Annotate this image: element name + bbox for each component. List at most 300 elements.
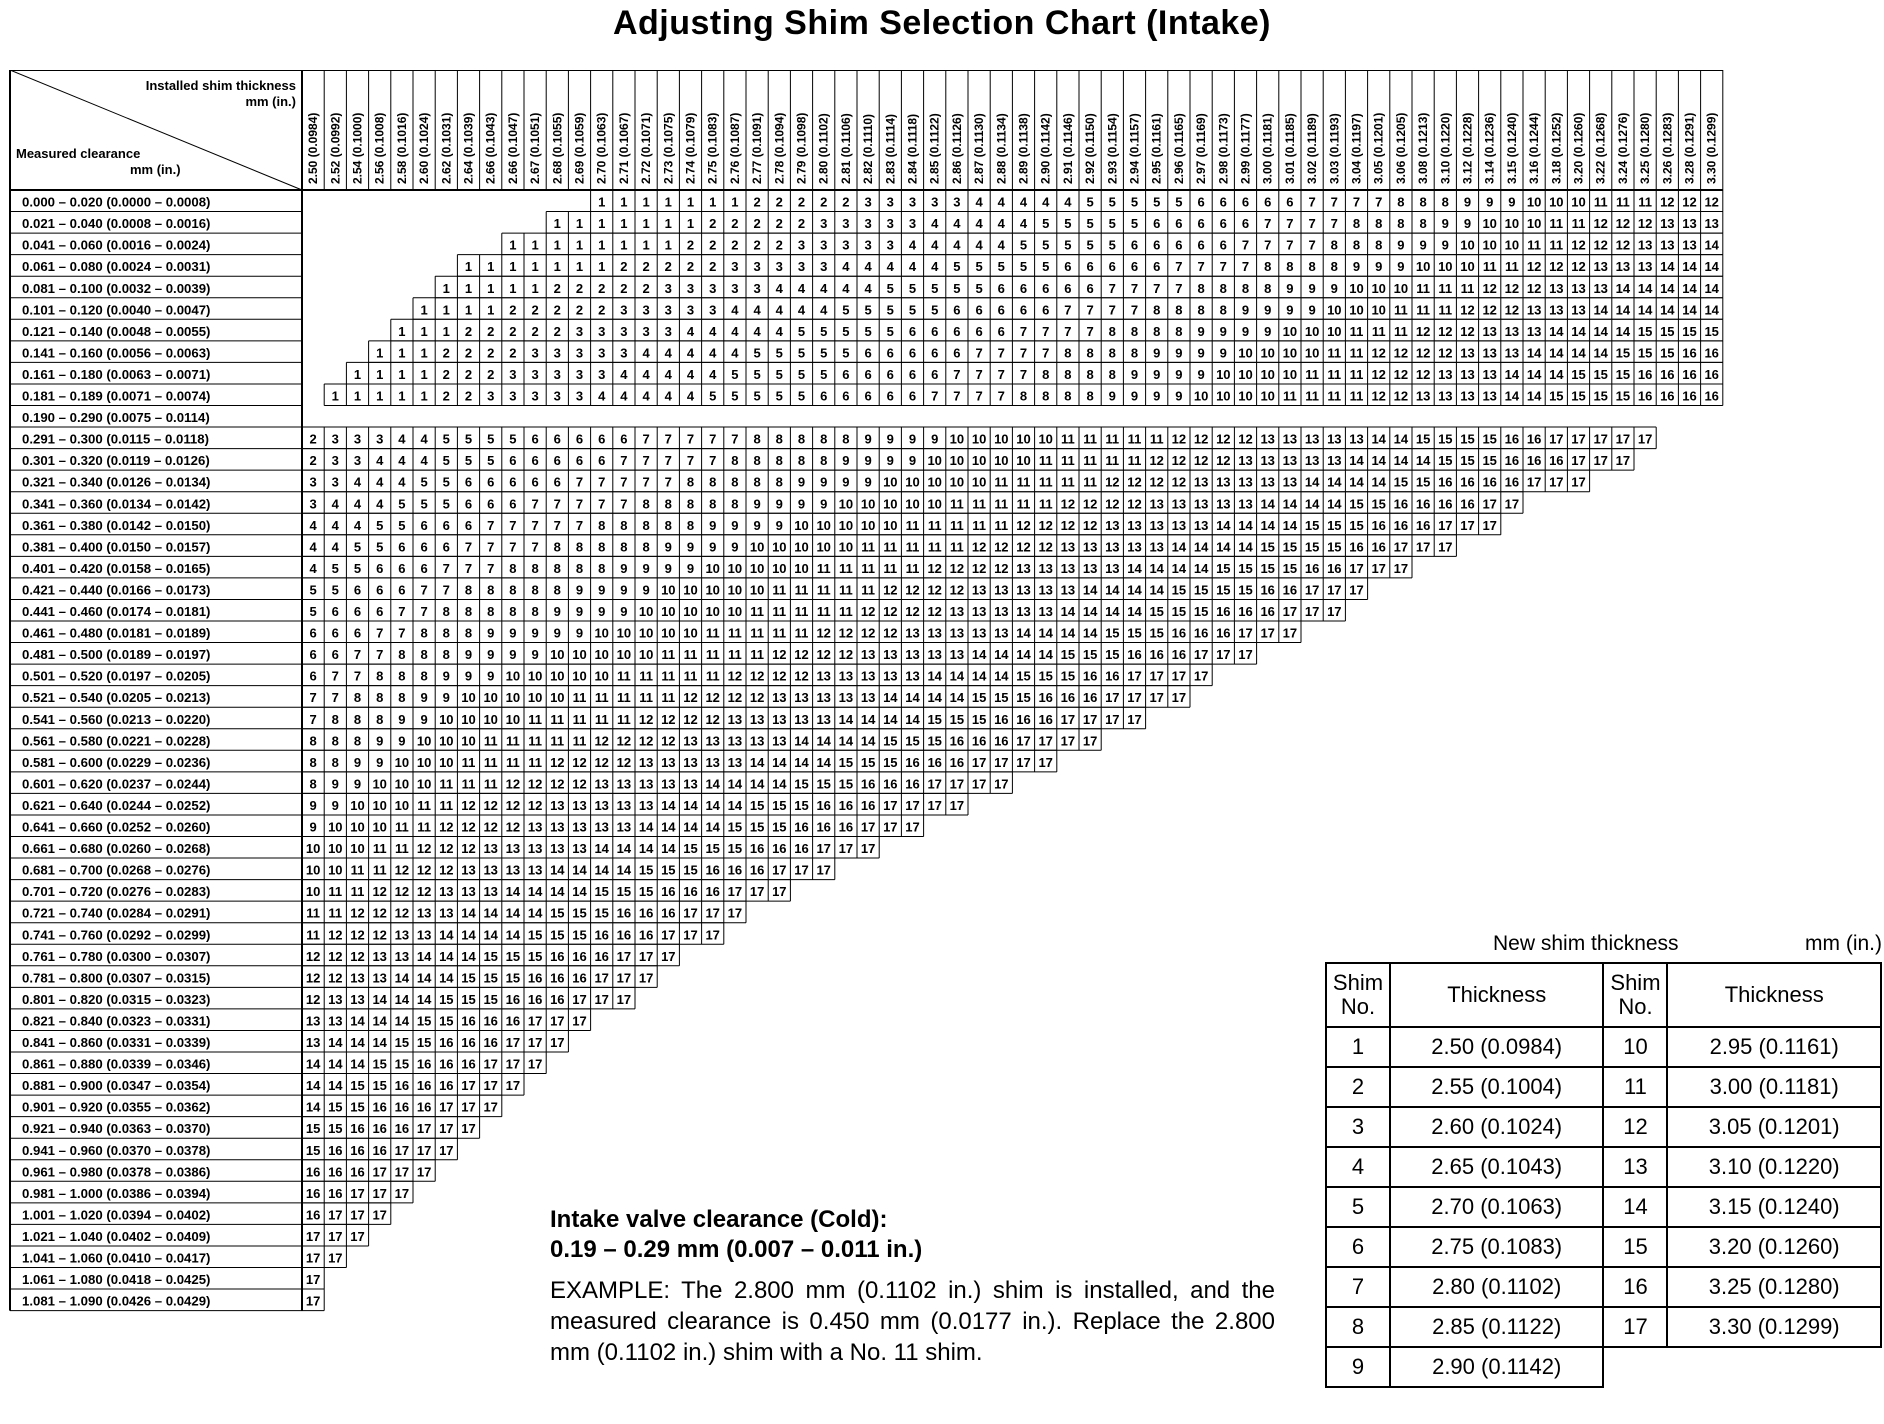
shim-cell: 4	[731, 302, 739, 318]
installed-thickness-tick: 2.90 (0.1142)	[1038, 113, 1053, 184]
col-thickness-label: Thickness	[1447, 982, 1547, 1007]
shim-cell: 10	[505, 668, 521, 684]
shim-cell: 14	[1526, 366, 1542, 382]
shim-cell: 14	[1038, 625, 1053, 641]
shim-cell: 5	[842, 302, 850, 318]
shim-cell: 7	[442, 560, 450, 576]
shim-cell: 12	[1082, 496, 1098, 512]
shim-cell: 14	[594, 841, 609, 857]
shim-cell: 17	[1149, 668, 1164, 684]
shim-cell: 13	[1349, 431, 1364, 447]
shim-no: 2	[1326, 1067, 1390, 1107]
shim-cell: 10	[439, 711, 454, 727]
shim-cell: 5	[797, 345, 806, 361]
shim-cell: 6	[1241, 216, 1250, 232]
measured-clearance-tick: 0.541 – 0.560 (0.0213 – 0.0220)	[22, 711, 211, 727]
shim-cell: 17	[1016, 733, 1031, 749]
shim-cell: 12	[1460, 323, 1475, 339]
shim-cell: 10	[1349, 302, 1364, 318]
shim-cell: 9	[331, 776, 339, 792]
measured-clearance-tick: 0.061 – 0.080 (0.0024 – 0.0031)	[22, 259, 211, 275]
shim-cell: 14	[1127, 560, 1142, 576]
shim-cell: 7	[1264, 237, 1272, 253]
shim-cell: 4	[797, 302, 806, 318]
shim-cell: 8	[331, 711, 339, 727]
shim-cell: 9	[1153, 388, 1161, 404]
shim-cell: 7	[464, 539, 473, 555]
installed-thickness-tick: 3.15 (0.1240)	[1504, 112, 1519, 184]
shim-cell: 13	[705, 754, 720, 770]
shim-cell: 12	[505, 776, 521, 792]
shim-cell: 8	[1264, 280, 1272, 296]
shim-cell: 17	[838, 841, 854, 857]
shim-cell: 14	[1016, 647, 1031, 663]
shim-cell: 7	[1308, 194, 1316, 210]
shim-cell: 12	[350, 905, 365, 921]
shim-cell: 12	[1660, 194, 1675, 210]
shim-no: 13	[1603, 1147, 1667, 1187]
shim-cell: 6	[1175, 237, 1183, 253]
shim-cell: 10	[550, 690, 565, 706]
shim-cell: 8	[1064, 345, 1072, 361]
shim-cell: 16	[661, 905, 676, 921]
measured-clearance-tick: 0.481 – 0.500 (0.0189 – 0.0197)	[22, 647, 211, 663]
shim-cell: 4	[997, 194, 1005, 210]
shim-cell: 12	[705, 711, 720, 727]
shim-cell: 14	[505, 884, 521, 900]
installed-thickness-tick: 3.00 (0.1181)	[1260, 113, 1275, 184]
shim-cell: 6	[1153, 259, 1161, 275]
shim-cell: 8	[420, 668, 428, 684]
shim-thickness: 2.50 (0.0984)	[1390, 1027, 1604, 1067]
shim-cell: 14	[1282, 517, 1298, 533]
shim-cell: 8	[1175, 323, 1183, 339]
shim-cell: 8	[1130, 345, 1139, 361]
shim-cell: 6	[509, 496, 517, 512]
shim-cell: 10	[1371, 302, 1386, 318]
shim-cell: 13	[1060, 539, 1076, 555]
shim-cell: 9	[620, 582, 628, 598]
shim-cell: 15	[949, 711, 965, 727]
shim-cell: 5	[931, 302, 939, 318]
installed-thickness-tick: 2.84 (0.1118)	[905, 113, 920, 184]
shim-cell: 17	[860, 819, 876, 835]
shim-cell: 17	[794, 862, 809, 878]
shim-cell: 4	[731, 345, 739, 361]
shim-cell: 14	[1216, 517, 1231, 533]
shim-cell: 5	[953, 280, 961, 296]
measured-clearance-tick: 0.861 – 0.880 (0.0339 – 0.0346)	[22, 1056, 211, 1072]
installed-thickness-tick: 2.69 (0.1059)	[572, 112, 587, 184]
shim-cell: 10	[328, 819, 343, 835]
shim-cell: 3	[664, 302, 672, 318]
shim-cell: 12	[1637, 216, 1653, 232]
shim-cell: 17	[483, 1078, 498, 1094]
shim-cell: 15	[816, 776, 831, 792]
shim-cell: 15	[483, 991, 498, 1007]
shim-cell: 16	[483, 1035, 498, 1050]
shim-cell: 6	[864, 366, 872, 382]
shim-cell: 13	[594, 797, 609, 813]
shim-cell: 2	[531, 323, 539, 339]
shim-cell: 14	[1149, 582, 1164, 598]
shim-cell: 4	[398, 431, 406, 447]
shim-cell: 13	[305, 1013, 321, 1029]
shim-cell: 8	[1086, 388, 1094, 404]
shim-cell: 6	[1042, 280, 1050, 296]
shim-cell: 4	[975, 216, 983, 232]
shim-cell: 12	[527, 776, 543, 792]
shim-cell: 13	[1038, 582, 1053, 598]
shim-cell: 16	[572, 948, 587, 964]
measured-clearance-tick: 0.641 – 0.660 (0.0252 – 0.0260)	[22, 819, 211, 835]
shim-cell: 1	[642, 216, 650, 232]
shim-cell: 15	[372, 1056, 387, 1072]
shim-cell: 14	[1593, 302, 1608, 318]
shim-cell: 14	[683, 797, 698, 813]
shim-cell: 13	[1105, 560, 1120, 576]
shim-cell: 6	[1197, 216, 1205, 232]
shim-cell: 16	[860, 776, 876, 792]
shim-cell: 17	[616, 991, 632, 1007]
shim-cell: 3	[553, 388, 561, 404]
shim-cell: 3	[620, 302, 628, 318]
shim-cell: 14	[994, 647, 1009, 663]
shim-cell: 10	[1482, 216, 1497, 232]
shim-cell: 15	[1060, 647, 1076, 663]
shim-cell: 16	[1682, 388, 1697, 404]
shim-cell: 10	[1238, 345, 1253, 361]
shim-cell: 14	[1615, 302, 1631, 318]
shim-cell: 14	[838, 711, 854, 727]
shim-cell: 16	[638, 905, 654, 921]
shim-cell: 3	[598, 366, 606, 382]
shim-cell: 4	[309, 517, 317, 533]
col-thickness-label-2: Thickness	[1724, 982, 1824, 1007]
shim-cell: 10	[971, 431, 987, 447]
shim-cell: 7	[709, 453, 717, 469]
shim-cell: 10	[1526, 194, 1542, 210]
shim-cell: 2	[309, 453, 317, 469]
shim-cell: 10	[394, 776, 410, 792]
shim-cell: 8	[420, 647, 428, 663]
shim-cell: 12	[1149, 453, 1164, 469]
shim-cell: 17	[1282, 625, 1298, 641]
shim-cell: 15	[1371, 496, 1386, 512]
shim-cell: 17	[1193, 647, 1209, 663]
shim-cell: 5	[420, 496, 428, 512]
shim-cell: 12	[1482, 302, 1497, 318]
shim-cell: 12	[550, 754, 565, 770]
shim-cell: 12	[461, 841, 476, 857]
shim-cell: 17	[372, 1207, 387, 1223]
shim-cell: 8	[775, 474, 783, 490]
shim-cell: 16	[550, 991, 565, 1007]
shim-cell: 8	[1153, 323, 1161, 339]
shim-cell: 16	[372, 1099, 387, 1115]
shim-cell: 7	[1352, 194, 1361, 210]
shim-cell: 11	[594, 690, 609, 706]
shim-cell: 10	[949, 474, 965, 490]
shim-cell: 12	[949, 560, 965, 576]
shim-cell: 15	[1171, 604, 1187, 619]
shim-thickness: 3.00 (0.1181)	[1667, 1067, 1881, 1107]
shim-cell: 4	[331, 496, 339, 512]
shim-cell: 16	[838, 797, 854, 813]
shim-cell: 13	[1038, 560, 1053, 576]
shim-cell: 3	[620, 323, 628, 339]
shim-cell: 14	[550, 862, 565, 878]
shim-cell: 12	[1438, 345, 1453, 361]
shim-cell: 10	[1238, 366, 1253, 382]
shim-cell: 16	[1171, 625, 1187, 641]
shim-thickness: 2.85 (0.1122)	[1390, 1307, 1604, 1347]
shim-cell: 16	[305, 1185, 321, 1201]
shim-cell: 15	[1593, 366, 1608, 382]
shim-cell: 15	[1216, 560, 1231, 576]
shim-cell: 8	[1130, 323, 1139, 339]
shim-cell: 12	[572, 776, 587, 792]
shim-cell: 11	[1549, 237, 1564, 253]
shim-cell: 1	[442, 280, 450, 296]
shim-cell: 6	[886, 345, 894, 361]
installed-thickness-tick: 2.79 (0.1098)	[794, 112, 809, 184]
shim-cell: 17	[1127, 690, 1142, 706]
shim-cell: 14	[1082, 604, 1098, 619]
shim-cell: 7	[531, 496, 539, 512]
shim-cell: 12	[461, 819, 476, 835]
shim-cell: 7	[531, 517, 539, 533]
shim-cell: 11	[750, 647, 764, 663]
shim-cell: 14	[883, 711, 898, 727]
shim-cell: 5	[376, 517, 384, 533]
shim-cell: 6	[331, 647, 339, 663]
shim-cell: 7	[1375, 194, 1383, 210]
shim-cell: 15	[727, 819, 743, 835]
shim-cell: 16	[1193, 625, 1209, 641]
shim-cell: 12	[505, 797, 521, 813]
shim-cell: 9	[642, 582, 650, 598]
shim-cell: 6	[931, 323, 939, 339]
shim-cell: 10	[461, 733, 476, 749]
shim-cell: 13	[971, 625, 987, 641]
shim-cell: 1	[487, 302, 495, 318]
shim-cell: 17	[1038, 733, 1053, 749]
shim-cell: 8	[1086, 366, 1094, 382]
shim-cell: 17	[527, 1013, 543, 1029]
shim-cell: 14	[505, 905, 521, 921]
shim-cell: 7	[376, 625, 384, 641]
shim-cell: 5	[1153, 194, 1161, 210]
shim-cell: 9	[753, 496, 761, 512]
installed-thickness-tick: 2.92 (0.1150)	[1083, 113, 1098, 184]
shim-cell: 10	[594, 625, 609, 641]
shim-cell: 9	[376, 754, 384, 770]
shim-cell: 15	[483, 970, 498, 986]
shim-cell: 17	[372, 1164, 387, 1180]
shim-cell: 17	[971, 754, 987, 770]
shim-cell: 16	[1282, 582, 1298, 598]
measured-clearance-tick: 0.821 – 0.840 (0.0323 – 0.0331)	[22, 1013, 211, 1029]
new-shim-table	[1325, 962, 1882, 1388]
shim-cell: 11	[661, 647, 676, 663]
shim-cell: 12	[994, 560, 1009, 576]
installed-thickness-tick: 3.01 (0.1185)	[1282, 113, 1297, 184]
shim-cell: 11	[461, 754, 476, 770]
table-row	[1326, 1107, 1881, 1147]
shim-cell: 5	[842, 323, 850, 339]
shim-cell: 5	[331, 560, 339, 576]
shim-cell: 5	[442, 496, 450, 512]
shim-cell: 12	[594, 754, 609, 770]
shim-cell: 15	[749, 819, 765, 835]
shim-cell: 14	[638, 841, 654, 857]
shim-cell: 5	[731, 366, 739, 382]
shim-cell: 13	[1193, 474, 1209, 490]
shim-cell: 17	[372, 1185, 387, 1201]
shim-cell: 17	[1105, 690, 1120, 706]
shim-cell: 9	[376, 733, 384, 749]
shim-cell: 5	[731, 388, 739, 404]
shim-cell: 17	[305, 1228, 321, 1244]
measured-clearance-tick: 0.421 – 0.440 (0.0166 – 0.0173)	[22, 582, 211, 598]
installed-thickness-tick: 3.02 (0.1189)	[1305, 113, 1320, 184]
shim-cell: 3	[842, 216, 850, 232]
shim-cell: 2	[553, 302, 561, 318]
shim-cell: 4	[686, 366, 695, 382]
shim-cell: 9	[1463, 216, 1472, 232]
shim-cell: 11	[1327, 366, 1342, 382]
shim-cell: 10	[727, 582, 743, 598]
shim-cell: 13	[638, 797, 654, 813]
shim-cell: 4	[664, 366, 672, 382]
shim-cell: 14	[860, 733, 876, 749]
shim-cell: 17	[1216, 647, 1231, 663]
shim-cell: 4	[931, 259, 939, 275]
shim-cell: 13	[1149, 496, 1164, 512]
shim-cell: 16	[1304, 560, 1320, 576]
installed-thickness-tick: 2.58 (0.1016)	[394, 112, 409, 184]
shim-cell: 9	[464, 647, 473, 663]
shim-cell: 7	[1108, 280, 1116, 296]
installed-thickness-tick: 2.77 (0.1091)	[750, 112, 765, 184]
shim-cell: 13	[1282, 453, 1298, 469]
shim-cell: 13	[372, 970, 387, 986]
shim-cell: 6	[309, 625, 317, 641]
shim-cell: 1	[686, 216, 695, 232]
shim-cell: 15	[1660, 323, 1675, 339]
shim-cell: 14	[1593, 345, 1608, 361]
shim-cell: 13	[794, 711, 809, 727]
shim-cell: 10	[1216, 388, 1231, 404]
shim-cell: 15	[1038, 668, 1053, 684]
shim-cell: 9	[1241, 302, 1250, 318]
shim-cell: 2	[775, 237, 783, 253]
shim-cell: 9	[598, 582, 606, 598]
shim-cell: 11	[1505, 259, 1519, 275]
shim-cell: 4	[376, 453, 384, 469]
shim-cell: 15	[1105, 625, 1120, 641]
shim-cell: 14	[971, 647, 987, 663]
shim-cell: 8	[731, 496, 739, 512]
shim-cell: 14	[483, 927, 498, 943]
measured-clearance-tick: 0.721 – 0.740 (0.0284 – 0.0291)	[22, 905, 211, 921]
shim-cell: 6	[975, 323, 983, 339]
shim-cell: 9	[820, 474, 828, 490]
shim-cell: 15	[1149, 625, 1164, 641]
new-shim-units: mm (in.)	[1805, 932, 1882, 955]
shim-cell: 5	[864, 302, 872, 318]
shim-cell: 7	[975, 345, 983, 361]
shim-cell: 13	[1171, 517, 1187, 533]
shim-cell: 7	[420, 604, 428, 619]
shim-cell: 2	[509, 345, 517, 361]
shim-cell: 8	[820, 431, 828, 447]
shim-cell: 10	[905, 474, 920, 490]
shim-cell: 15	[1238, 560, 1253, 576]
shim-cell: 12	[1038, 517, 1053, 533]
shim-cell: 11	[861, 539, 875, 555]
shim-cell: 15	[461, 991, 476, 1007]
shim-cell: 13	[816, 690, 831, 706]
shim-cell: 15	[794, 776, 809, 792]
shim-cell: 13	[816, 711, 831, 727]
installed-thickness-tick: 2.95 (0.1161)	[1149, 113, 1164, 184]
shim-cell: 16	[994, 711, 1009, 727]
shim-cell: 11	[816, 604, 831, 619]
shim-cell: 7	[1175, 259, 1183, 275]
shim-cell: 11	[372, 862, 387, 878]
shim-cell: 13	[1438, 388, 1453, 404]
shim-cell: 4	[997, 237, 1005, 253]
shim-cell: 8	[464, 625, 473, 641]
shim-cell: 12	[1593, 216, 1608, 232]
shim-cell: 16	[416, 1078, 432, 1094]
shim-cell: 3	[753, 259, 761, 275]
shim-cell: 14	[439, 948, 454, 964]
shim-cell: 10	[416, 776, 432, 792]
shim-cell: 13	[1504, 323, 1520, 339]
shim-cell: 11	[1149, 431, 1164, 447]
shim-cell: 15	[1682, 323, 1697, 339]
shim-cell: 10	[949, 453, 965, 469]
shim-cell: 7	[420, 582, 428, 598]
shim-cell: 1	[598, 237, 606, 253]
shim-cell: 12	[905, 604, 920, 619]
shim-cell: 11	[617, 690, 631, 706]
shim-cell: 11	[328, 884, 343, 900]
shim-cell: 1	[420, 345, 428, 361]
shim-cell: 11	[350, 862, 365, 878]
shim-cell: 14	[328, 1078, 343, 1094]
shim-cell: 5	[1086, 216, 1094, 232]
shim-cell: 7	[575, 474, 584, 490]
shim-cell: 7	[309, 690, 317, 706]
shim-cell: 16	[550, 948, 565, 964]
shim-cell: 13	[994, 582, 1009, 598]
shim-cell: 12	[1171, 431, 1187, 447]
installed-thickness-tick: 2.75 (0.1083)	[705, 112, 720, 184]
shim-cell: 6	[620, 431, 628, 447]
shim-cell: 9	[464, 668, 473, 684]
shim-cell: 14	[749, 776, 765, 792]
shim-cell: 1	[464, 259, 473, 275]
shim-cell: 12	[661, 733, 676, 749]
shim-cell: 12	[949, 582, 965, 598]
shim-cell: 13	[1016, 560, 1031, 576]
shim-cell: 12	[1571, 237, 1586, 253]
shim-cell: 15	[838, 754, 854, 770]
